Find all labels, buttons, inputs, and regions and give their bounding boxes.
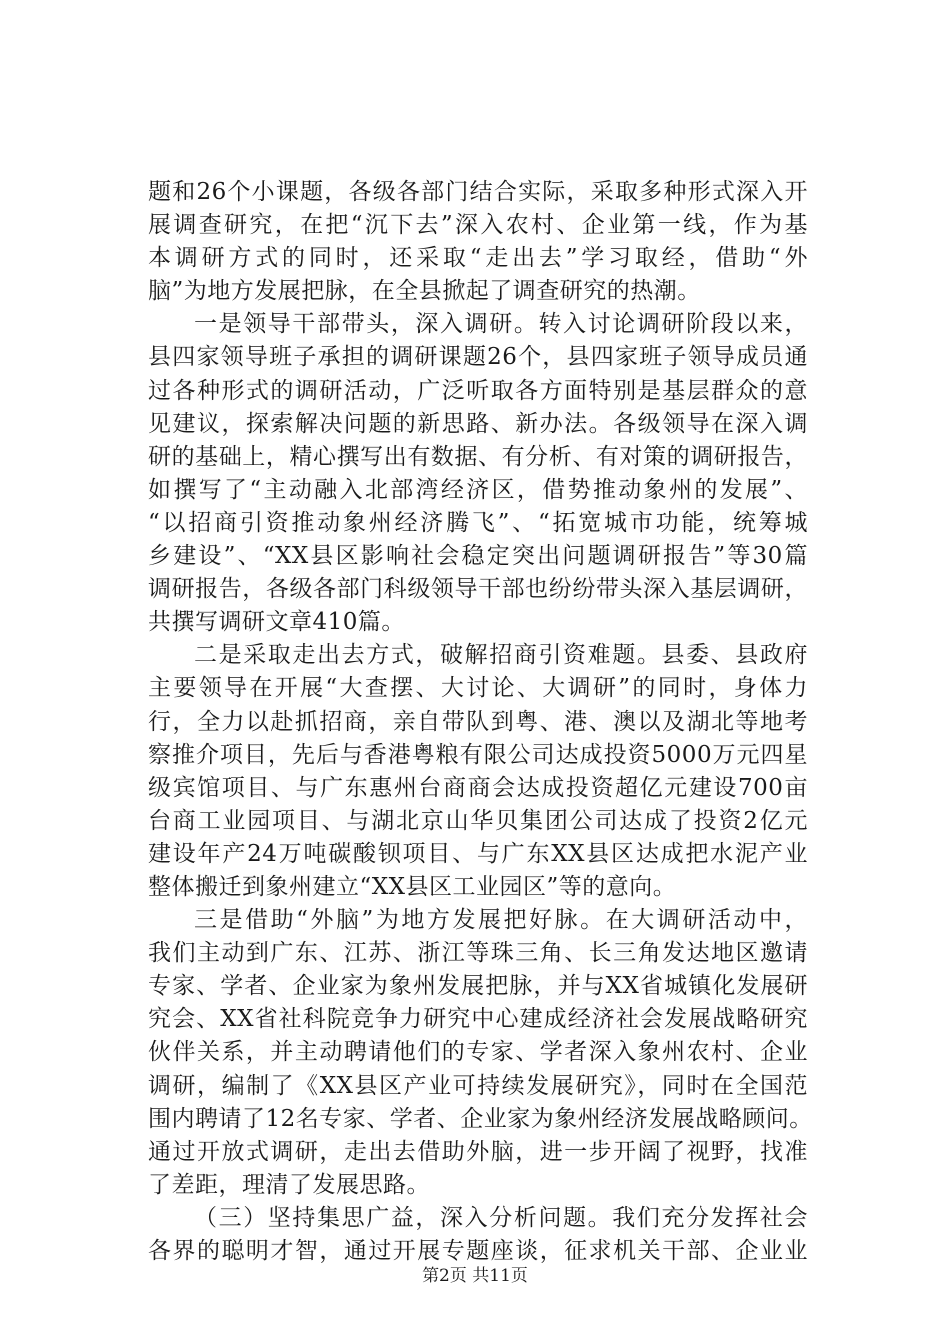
- text-line: （三）坚持集思广益，深入分析问题。我们充分发挥社会: [194, 1204, 808, 1231]
- page-number: 第2页 共11页: [422, 1266, 528, 1286]
- text-line: 调研报告，各级各部门科级领导干部也纷纷带头深入基层调研，: [148, 576, 808, 603]
- text-line: 脑”为地方发展把脉，在全县掀起了调查研究的热潮。: [148, 278, 701, 305]
- body-text: [148, 176, 813, 1268]
- text-line: 通过开放式调研，走出去借助外脑，进一步开阔了视野，找准: [148, 1138, 808, 1165]
- text-line: 研的基础上，精心撰写出有数据、有分析、有对策的调研报告，: [148, 443, 808, 470]
- text-line: 级宾馆项目、与广东惠州台商商会达成投资超亿元建设700亩: [148, 774, 808, 801]
- text-line: 调研，编制了《XX县区产业可持续发展研究》，同时在全国范: [148, 1072, 808, 1099]
- paragraph: [148, 904, 813, 1202]
- text-line: 察推介项目，先后与香港粤粮有限公司达成投资5000万元四星: [148, 741, 808, 768]
- text-line: 一是领导干部带头，深入调研。转入讨论调研阶段以来，: [194, 311, 808, 338]
- text-line: 台商工业园项目、与湖北京山华贝集团公司达成了投资2亿元: [148, 807, 808, 834]
- text-line: 围内聘请了12名专家、学者、企业家为象州经济发展战略顾问。: [148, 1105, 813, 1132]
- text-line: 整体搬迁到象州建立“XX县区工业园区”等的意向。: [148, 873, 677, 900]
- paragraph: [148, 639, 808, 904]
- page-footer: [0, 1266, 950, 1286]
- text-line: 见建议，探索解决问题的新思路、新办法。各级领导在深入调: [148, 410, 808, 437]
- text-line: 各界的聪明才智，通过开展专题座谈，征求机关干部、企业业: [148, 1238, 808, 1264]
- text-line: 县四家领导班子承担的调研课题26个，县四家班子领导成员通: [148, 344, 808, 371]
- text-line: 展调查研究，在把“沉下去”深入农村、企业第一线，作为基: [148, 212, 808, 239]
- text-line: 本调研方式的同时，还采取“走出去”学习取经，借助“外: [148, 245, 808, 272]
- text-line: 三是借助“外脑”为地方发展把好脉。在大调研活动中，: [194, 907, 808, 934]
- paragraph: [148, 308, 808, 639]
- text-line: 了差距，理清了发展思路。: [148, 1171, 430, 1198]
- text-line: “以招商引资推动象州经济腾飞”、“拓宽城市功能，统筹城: [148, 509, 808, 536]
- text-line: 伙伴关系，并主动聘请他们的专家、学者深入象州农村、企业: [148, 1039, 808, 1066]
- text-line: 行，全力以赴抓招商，亲自带队到粤、港、澳以及湖北等地考: [148, 708, 808, 735]
- text-line: 乡建设”、“XX县区影响社会稳定突出问题调研报告”等30篇: [148, 543, 808, 570]
- text-line: 如撰写了“主动融入北部湾经济区，借势推动象州的发展”、: [148, 476, 808, 503]
- text-line: 我们主动到广东、江苏、浙江等珠三角、长三角发达地区邀请: [148, 940, 808, 967]
- paragraph: [148, 176, 808, 308]
- text-line: 二是采取走出去方式，破解招商引资难题。县委、县政府: [194, 642, 808, 669]
- text-line: 过各种形式的调研活动，广泛听取各方面特别是基层群众的意: [148, 377, 808, 404]
- paragraph: [148, 1202, 808, 1268]
- text-line: 究会、XX省社科院竞争力研究中心建成经济社会发展战略研究: [148, 1006, 808, 1033]
- text-line: 共撰写调研文章410篇。: [148, 609, 405, 636]
- text-line: 主要领导在开展“大查摆、大讨论、大调研”的同时，身体力: [148, 675, 808, 702]
- text-line: 建设年产24万吨碳酸钡项目、与广东XX县区达成把水泥产业: [148, 840, 808, 867]
- text-line: 题和26个小课题，各级各部门结合实际，采取多种形式深入开: [148, 179, 808, 205]
- text-line: 专家、学者、企业家为象州发展把脉，并与XX省城镇化发展研: [148, 973, 808, 1000]
